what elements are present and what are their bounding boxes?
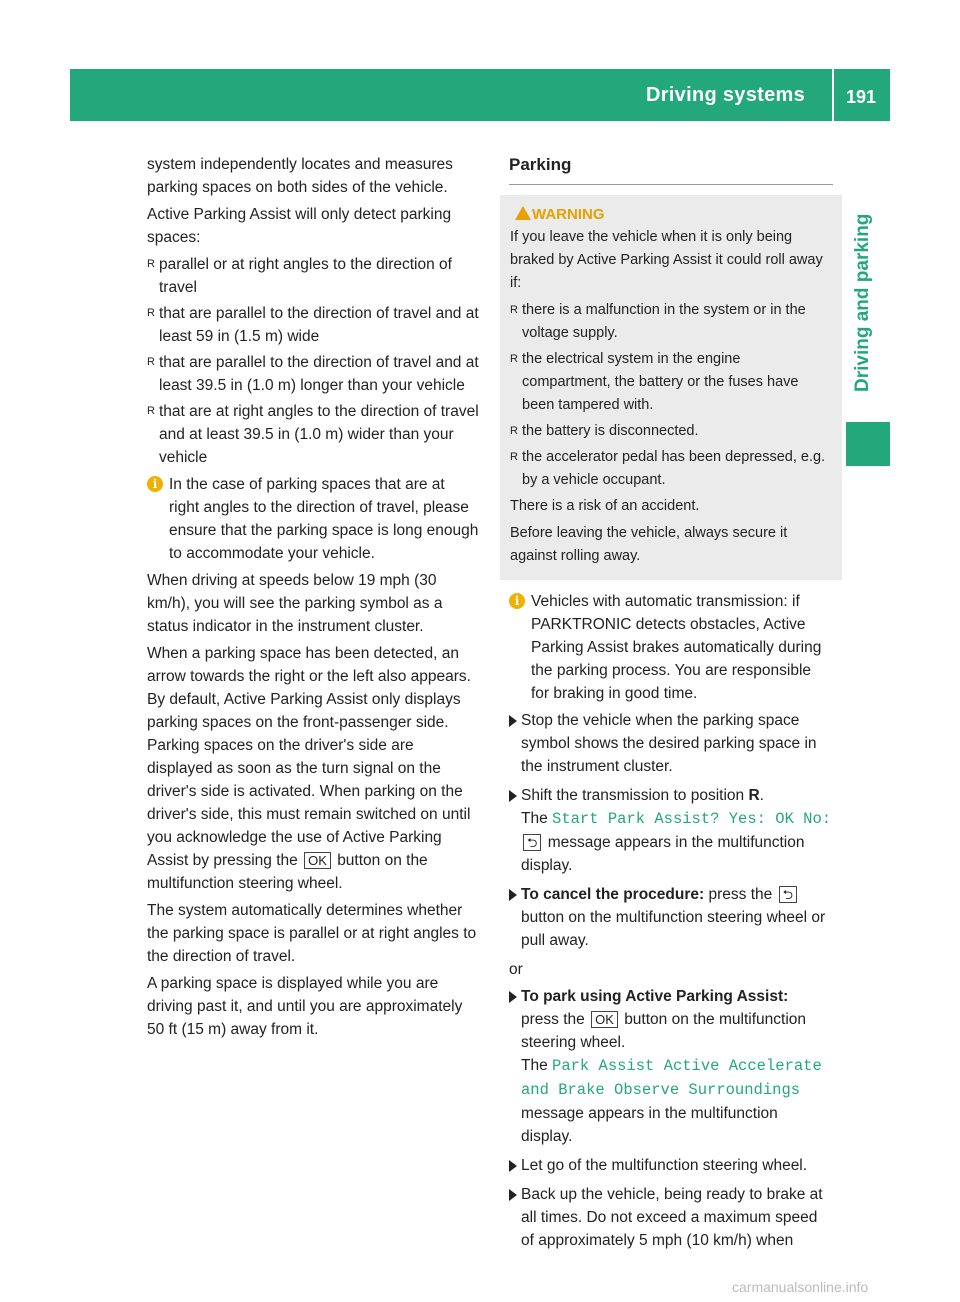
step-text: message appears in the multifunction display.	[521, 834, 805, 874]
step	[509, 985, 833, 1148]
step-arrow-icon	[509, 790, 517, 802]
warning-icon	[515, 206, 531, 220]
right-column	[509, 153, 833, 1258]
back-button-icon: ⮌	[523, 834, 541, 851]
bullet-mark: R	[510, 353, 518, 365]
step-text: The	[521, 1057, 548, 1074]
page-number: 191	[846, 87, 877, 107]
step-text: press the	[521, 1011, 585, 1028]
info-text: Vehicles with automatic transmission: if PARKTRONIC detects obstacles, Active Parking Assist brakes automatically during the parking process. You are responsible for braking in good time.	[531, 593, 822, 702]
bullet-mark: R	[147, 405, 155, 417]
step-text: Stop the vehicle when the parking space symbol shows the desired parking space in the instrument cluster.	[521, 712, 817, 775]
info-note	[509, 590, 833, 705]
paragraph: If you leave the vehicle when it is only being braked by Active Parking Assist it could roll away if:	[510, 229, 823, 291]
paragraph: There is a risk of an accident.	[510, 498, 700, 514]
step-text: Shift the transmission to position	[521, 787, 745, 804]
step-text: Back up the vehicle, being ready to brake at all times. Do not exceed a maximum speed of approximately 5 mph (10 km/h) when	[521, 1186, 823, 1249]
bullet-mark: R	[510, 304, 518, 316]
step: Shift the transmission to position R. The Start Park Assist? Yes: OK No: ⮌ message appears in the multifunction display.	[509, 784, 833, 877]
display-message: Park Assist Active Accelerate and Brake Observe Surroundings	[521, 1057, 822, 1099]
bullet-mark: R	[147, 258, 155, 270]
list-item	[147, 253, 479, 299]
list-item	[147, 400, 479, 469]
side-tab-block	[846, 422, 890, 466]
gear-position: R	[748, 787, 760, 804]
bullet-mark: R	[510, 425, 518, 437]
list-item-text: the accelerator pedal has been depressed, e.g. by a vehicle occupant.	[522, 449, 826, 488]
step-text: Let go of the multifunction steering wheel.	[521, 1157, 808, 1174]
paragraph: system independently locates and measures parking spaces on both sides of the vehicle.	[147, 156, 453, 196]
list-item	[510, 420, 832, 443]
list-item	[510, 348, 832, 417]
list-item-text: the battery is disconnected.	[522, 423, 699, 439]
step-arrow-icon	[509, 991, 517, 1003]
paragraph: Before leaving the vehicle, always secure it against rolling away.	[510, 525, 788, 564]
paragraph: A parking space is displayed while you are driving past it, and until you are approximately 50 ft (15 m) away from it.	[147, 975, 463, 1038]
warning-header	[510, 203, 832, 226]
step	[509, 883, 833, 952]
paragraph: When driving at speeds below 19 mph (30 km/h), you will see the parking symbol as a status indicator in the instrument cluster.	[147, 572, 443, 635]
step	[509, 1154, 833, 1177]
list-item	[510, 446, 832, 492]
watermark: carmanualsonline.info	[732, 1279, 869, 1295]
paragraph-text: button on the multifunction steering wheel.	[147, 852, 428, 892]
step-arrow-icon	[509, 715, 517, 727]
list-item	[510, 299, 832, 345]
step-bold-text: To cancel the procedure:	[521, 886, 705, 903]
bullet-mark: R	[147, 356, 155, 368]
step-arrow-icon	[509, 1160, 517, 1172]
side-tab-label: Driving and parking	[852, 213, 873, 392]
step-text: message appears in the multifunction display.	[521, 1105, 778, 1145]
list-item-text: that are at right angles to the direction of travel and at least 39.5 in (1.0 m) wider than your vehicle	[159, 403, 479, 466]
display-message: Start Park Assist? Yes: OK No:	[552, 810, 832, 828]
bullet-mark: R	[147, 307, 155, 319]
section-title: Driving systems	[646, 84, 806, 106]
list-item-text: the electrical system in the engine compartment, the battery or the fuses have been tampered with.	[522, 351, 799, 413]
list-item-text: parallel or at right angles to the direction of travel	[159, 256, 452, 296]
step-text: The	[521, 810, 548, 827]
step-text: button on the multifunction steering wheel.	[521, 1011, 807, 1051]
or-separator: or	[509, 961, 523, 978]
header-divider	[832, 69, 834, 121]
warning-box	[500, 195, 842, 580]
step	[509, 1183, 833, 1252]
step	[509, 709, 833, 778]
bullet-mark: R	[510, 451, 518, 463]
left-column	[147, 153, 479, 1045]
paragraph: The system automatically determines whether the parking space is parallel or at right angles to the direction of travel.	[147, 902, 477, 965]
ok-button-icon: OK	[591, 1011, 618, 1028]
section-heading: Parking	[509, 153, 833, 185]
paragraph: Active Parking Assist will only detect parking spaces:	[147, 206, 452, 246]
info-note	[147, 473, 479, 565]
step-arrow-icon	[509, 889, 517, 901]
paragraph-text: When a parking space has been detected, an arrow towards the right or the left also appears. By default, Active Parking Assist only displays parking spaces on the front-passenger side. Parking spaces on the driver's side are displayed as soon as the turn signal on the driver's side is activated. When parking on the driver's side, this must remain switched on until you acknowledge the use of Active Parking Assist by pressing the	[147, 645, 471, 869]
paragraph	[147, 642, 479, 895]
list-item-text: that are parallel to the direction of travel and at least 59 in (1.5 m) wide	[159, 305, 479, 345]
step-text: button on the multifunction steering wheel or pull away.	[521, 909, 826, 949]
info-icon: i	[509, 593, 525, 609]
step-text: press the	[708, 886, 773, 903]
list-item	[147, 302, 479, 348]
list-item-text: there is a malfunction in the system or in the voltage supply.	[522, 302, 806, 341]
warning-title: WARNING	[532, 206, 605, 223]
step-bold-text: To park using Active Parking Assist:	[521, 988, 789, 1005]
list-item-text: that are parallel to the direction of travel and at least 39.5 in (1.0 m) longer than your vehicle	[159, 354, 479, 394]
ok-button-icon: OK	[304, 852, 331, 869]
step-arrow-icon	[509, 1189, 517, 1201]
info-icon: i	[147, 476, 163, 492]
list-item	[147, 351, 479, 397]
back-button-icon: ⮌	[779, 886, 797, 903]
info-text: In the case of parking spaces that are at right angles to the direction of travel, please ensure that the parking space is long enough to accommodate your vehicle.	[169, 476, 479, 562]
